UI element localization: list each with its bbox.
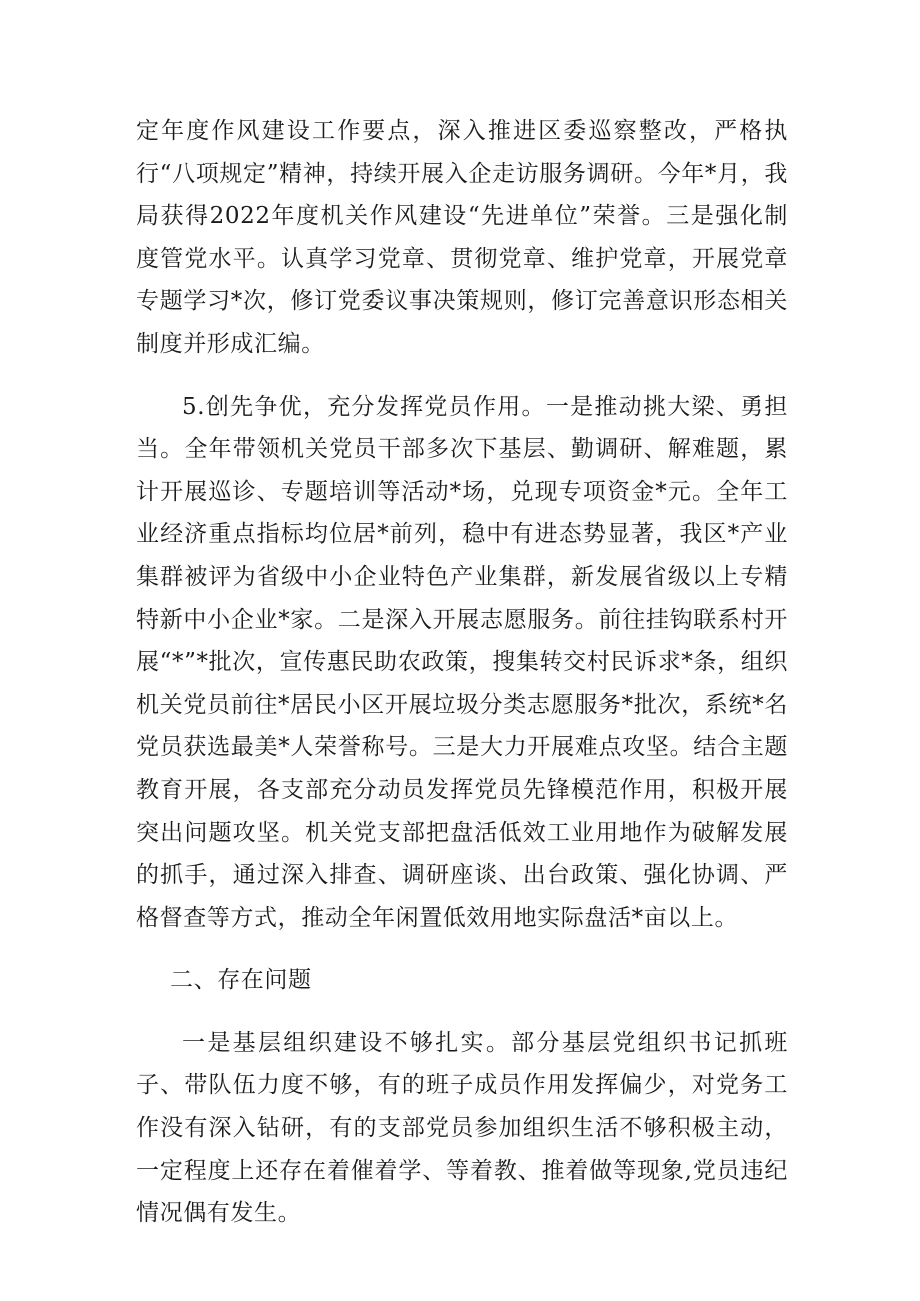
paragraph-problem-1: 一是基层组织建设不够扎实。部分基层党组织书记抓班子、带队伍力度不够，有的班子成员作用发挥偏少，对党务工作没有深入钻研，有的支部党员参加组织生活不够积极主动，一定程度上还存在着催着学、等着教、推着做等现象,党员违纪情况偶有发生。: [136, 1029, 788, 1227]
paragraph-continuation: 定年度作风建设工作要点，深入推进区委巡察整改，严格执行“八项规定”精神，持续开展入企走访服务调研。今年*月，我局获得2022年度机关作风建设“先进单位”荣誉。三是强化制度管党水平。认真学习党章、贯彻党章、维护党章，开展党章专题学习*次，修订党委议事决策规则，修订完善意识形态相关制度并形成汇编。: [136, 118, 788, 357]
paragraph-item-5: 5.创先争优，充分发挥党员作用。一是推动挑大梁、勇担当。全年带领机关党员干部多次下基层、勤调研、解难题，累计开展巡诊、专题培训等活动*场，兑现专项资金*元。全年工业经济重点指标均位居*前列，稳中有进态势显著，我区*产业集群被评为省级中小企业特色产业集群，新发展省级以上专精特新中小企业*家。二是深入开展志愿服务。前往挂钩联系村开展“*”*批次，宣传惠民助农政策，搜集转交村民诉求*条，组织机关党员前往*居民小区开展垃圾分类志愿服务*批次，系统*名党员获选最美*人荣誉称号。三是大力开展难点攻坚。结合主题教育开展，各支部充分动员发挥党员先锋模范作用，积极开展突出问题攻坚。机关党支部把盘活低效工业用地作为破解发展的抓手，通过深入排查、调研座谈、出台政策、强化协调、严格督查等方式，推动全年闲置低效用地实际盘活*亩以上。: [136, 393, 788, 931]
section-heading: 二、存在问题: [170, 967, 312, 994]
document-body: [136, 110, 788, 1235]
